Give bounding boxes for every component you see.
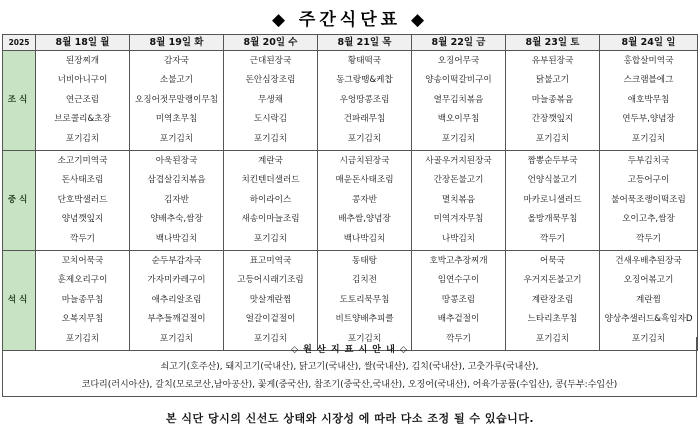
dish-item: 매운돈사태조림 xyxy=(335,175,394,186)
dish-item: 스크램블에그 xyxy=(623,75,674,86)
origin-line-2: 코다리(러시아산), 갈치(모로코산,남아공산), 꽃게(중국산), 참조기(중국산,국내산), 오징어(국내산), 어육가공품(수입산), 콩(두부:수입산) xyxy=(81,379,618,390)
dish-item: 사골우거지된장국 xyxy=(425,155,492,166)
header-row xyxy=(3,35,698,51)
notice-text: 본 식단 당시의 신선도 상태와 시장성 에 따라 다소 조정 될 수 있습니다. xyxy=(165,412,535,425)
dish-item: 동태탕 xyxy=(352,255,377,266)
dish-item: 비트양배추피클 xyxy=(335,314,394,325)
dish-item: 계란장조림 xyxy=(531,294,574,305)
dish-item: 두부김치국 xyxy=(627,155,670,166)
day-menu-cell xyxy=(412,151,506,251)
dish-item: 콩자반 xyxy=(352,194,377,205)
dish-item: 포기김치 xyxy=(159,133,194,144)
day-header: 8월 21일 목 xyxy=(318,35,412,51)
dish-item: 닭불고기 xyxy=(535,75,570,86)
dish-item: 우거지돈불고기 xyxy=(523,275,582,286)
meal-label-text: 조식 xyxy=(7,95,31,106)
day-menu-cell xyxy=(36,51,130,151)
dish-item: 오징어볶고기 xyxy=(623,275,674,286)
dish-item: 오징어젓무말랭이무침 xyxy=(134,94,219,105)
day-menu-cell xyxy=(506,151,600,251)
dish-item: 포기김치 xyxy=(347,133,382,144)
dish-item: 마늘종볶음 xyxy=(531,94,574,105)
day-menu-cell xyxy=(318,151,412,251)
dish-item: 배추겉절이 xyxy=(437,314,480,325)
dish-item: 임연수구이 xyxy=(437,275,480,286)
dish-item: 돈사태조림 xyxy=(61,175,104,186)
dish-item: 유부된장국 xyxy=(531,55,574,66)
origin-line-1: 쇠고기(호주산), 돼지고기(국내산), 닭고기(국내산), 쌀(국내산), 김치(국내산), 고춧가루(국내산), xyxy=(160,362,539,373)
meal-row xyxy=(3,151,698,251)
dish-item: 우엉땅콩조림 xyxy=(339,94,390,105)
day-menu-cell xyxy=(130,251,224,351)
dish-item: 도시락김 xyxy=(253,114,288,125)
dish-item: 소불고기 xyxy=(159,75,194,86)
dish-item: 소고기미역국 xyxy=(57,155,108,166)
dish-item: 백나박김치 xyxy=(155,233,198,244)
dish-item: 양상추샐러드&흑임자D xyxy=(604,314,693,325)
dish-item: 오복지무침 xyxy=(61,314,104,325)
dish-item: 포기김치 xyxy=(253,133,288,144)
day-menu-cell xyxy=(224,51,318,151)
dish-item: 느타리초무침 xyxy=(527,314,578,325)
dish-item: 고등어구이 xyxy=(627,175,670,186)
day-header: 8월 23일 토 xyxy=(506,35,600,51)
dish-item: 시금치된장국 xyxy=(339,155,390,166)
day-header: 8월 20일 수 xyxy=(224,35,318,51)
day-header: 8월 22일 금 xyxy=(412,35,506,51)
dish-item: 가자미카레구이 xyxy=(147,275,206,286)
dish-item: 무생채 xyxy=(258,94,283,105)
day-menu-cell xyxy=(130,151,224,251)
dish-item: 깍두기 xyxy=(70,233,95,244)
dish-item: 양배추숙,쌈장 xyxy=(150,214,203,225)
dish-item: 김자반 xyxy=(164,194,189,205)
dish-item: 포기김치 xyxy=(535,333,570,344)
dish-item: 짬뽕순두부국 xyxy=(527,155,578,166)
dish-item: 얼갈이겉절이 xyxy=(245,314,296,325)
day-menu-cell xyxy=(130,51,224,151)
dish-item: 된장찌개 xyxy=(65,55,100,66)
origin-title: ◇ 원 산 지 표 시 안 내 ◇ xyxy=(291,345,408,356)
page-title: ◆ 주간식단표 ◆ xyxy=(271,9,429,30)
dish-item: 표고미역국 xyxy=(249,255,292,266)
dish-item: 도토리묵무침 xyxy=(339,294,390,305)
dish-item: 삼겹살김치볶음 xyxy=(147,175,206,186)
meal-label xyxy=(3,151,36,251)
dish-item: 근대된장국 xyxy=(249,55,292,66)
meal-label xyxy=(3,251,36,351)
dish-item: 건새우배추된장국 xyxy=(615,255,682,266)
dish-item: 마늘종무침 xyxy=(61,294,104,305)
dish-item: 포기김치 xyxy=(65,133,100,144)
dish-item: 단호박샐러드 xyxy=(57,194,108,205)
dish-item: 연근조림 xyxy=(65,94,100,105)
title-bar xyxy=(0,0,700,34)
dish-item: 간장돈불고기 xyxy=(433,175,484,186)
origin-info-box xyxy=(2,337,697,397)
dish-item: 포기김치 xyxy=(253,233,288,244)
dish-item: 애추리알조림 xyxy=(151,294,202,305)
menu-body xyxy=(3,51,698,351)
dish-item: 순두부감자국 xyxy=(151,255,202,266)
dish-item: 포기김치 xyxy=(631,333,666,344)
meal-row xyxy=(3,251,698,351)
dish-item: 하이라이스 xyxy=(249,194,292,205)
day-menu-cell xyxy=(36,251,130,351)
dish-item: 홍합살미역국 xyxy=(623,55,674,66)
dish-item: 포기김치 xyxy=(65,333,100,344)
dish-item: 계란찜 xyxy=(636,294,661,305)
dish-item: 미역겨자무침 xyxy=(433,214,484,225)
day-header: 8월 19일 화 xyxy=(130,35,224,51)
dish-item: 배추쌈,양념장 xyxy=(338,214,391,225)
dish-item: 오징어무국 xyxy=(437,55,480,66)
day-menu-cell xyxy=(224,151,318,251)
dish-item: 건파래무침 xyxy=(343,114,386,125)
dish-item: 나박김치 xyxy=(441,233,476,244)
day-menu-cell xyxy=(318,251,412,351)
day-header: 8월 24일 일 xyxy=(600,35,698,51)
dish-item: 연두부,양념장 xyxy=(622,114,675,125)
weekly-menu-table xyxy=(2,34,698,351)
dish-item: 치킨텐더샐러드 xyxy=(241,175,300,186)
dish-item: 고등어시래기조림 xyxy=(237,275,304,286)
dish-item: 열무김치볶음 xyxy=(433,94,484,105)
dish-item: 백나박김치 xyxy=(343,233,386,244)
dish-item: 계란국 xyxy=(258,155,283,166)
day-menu-cell xyxy=(600,251,698,351)
dish-item: 깍두기 xyxy=(540,233,565,244)
dish-item: 포기김치 xyxy=(535,133,570,144)
meal-row xyxy=(3,51,698,151)
dish-item: 어묵국 xyxy=(540,255,565,266)
dish-item: 마카로니샐러드 xyxy=(523,194,582,205)
day-menu-cell xyxy=(506,51,600,151)
day-menu-cell xyxy=(318,51,412,151)
dish-item: 돈안심장조림 xyxy=(245,75,296,86)
day-menu-cell xyxy=(412,251,506,351)
dish-item: 꼬치어묵국 xyxy=(61,255,104,266)
dish-item: 호박고추장찌개 xyxy=(429,255,488,266)
dish-item: 감자국 xyxy=(164,55,189,66)
day-menu-cell xyxy=(506,251,600,351)
dish-item: 브로콜리&초장 xyxy=(54,114,111,125)
day-menu-cell xyxy=(600,51,698,151)
dish-item: 깍두기 xyxy=(636,233,661,244)
dish-item: 새송이마늘조림 xyxy=(241,214,300,225)
meal-label-text: 중식 xyxy=(7,195,31,206)
day-menu-cell xyxy=(600,151,698,251)
dish-item: 불어묵조랭이떡조림 xyxy=(611,194,686,205)
dish-item: 언양식불고기 xyxy=(527,175,578,186)
dish-item: 포기김치 xyxy=(253,333,288,344)
dish-item: 간장깻잎지 xyxy=(531,114,574,125)
day-menu-cell xyxy=(36,151,130,251)
dish-item: 깍두기 xyxy=(446,333,471,344)
dish-item: 멸치볶음 xyxy=(441,194,476,205)
dish-item: 포기김치 xyxy=(159,333,194,344)
day-menu-cell xyxy=(224,251,318,351)
dish-item: 포기김치 xyxy=(441,133,476,144)
day-menu-cell xyxy=(412,51,506,151)
dish-item: 맛살계란찜 xyxy=(249,294,292,305)
dish-item: 부추들깨겉절이 xyxy=(147,314,206,325)
dish-item: 오이고추,쌈장 xyxy=(622,214,675,225)
dish-item: 아욱된장국 xyxy=(155,155,198,166)
dish-item: 미역초무침 xyxy=(155,114,198,125)
dish-item: 포기김치 xyxy=(631,133,666,144)
dish-item: 동그랑땡&케찹 xyxy=(336,75,393,86)
dish-item: 애호박무침 xyxy=(627,94,670,105)
dish-item: 양념깻잎지 xyxy=(61,214,104,225)
dish-item: 훈제오리구이 xyxy=(57,275,108,286)
dish-item: 너비아니구이 xyxy=(57,75,108,86)
dish-item: 백오이무침 xyxy=(437,114,480,125)
meal-label xyxy=(3,51,36,151)
day-header: 8월 18일 월 xyxy=(36,35,130,51)
dish-item: 양송이떡갈비구이 xyxy=(425,75,492,86)
dish-item: 김치전 xyxy=(352,275,377,286)
dish-item: 올방개묵무침 xyxy=(527,214,578,225)
year-cell: 2025 xyxy=(3,35,36,51)
dish-item: 황태떡국 xyxy=(347,55,382,66)
meal-label-text: 석식 xyxy=(7,295,31,306)
dish-item: 땅콩조림 xyxy=(441,294,476,305)
dish-item: 포기김치 xyxy=(347,333,382,344)
